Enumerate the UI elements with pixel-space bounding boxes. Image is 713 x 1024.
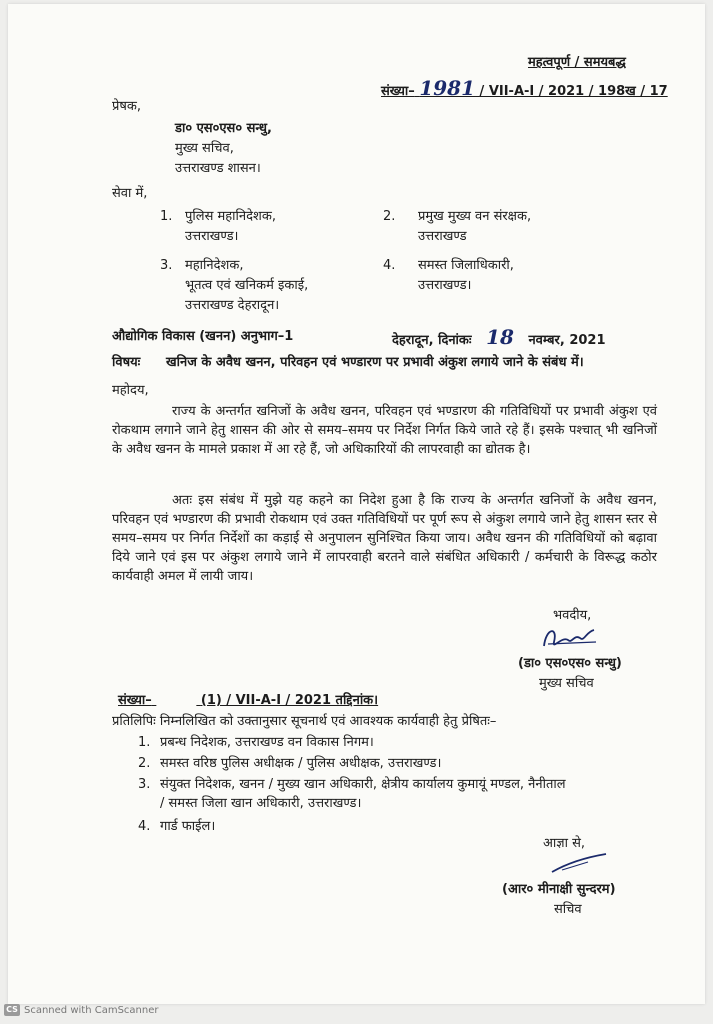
place-date [392, 325, 606, 349]
copy-item-4-number: 4. [138, 819, 151, 834]
reference-handwritten-number: 1981 [419, 76, 476, 100]
recipient-4-line-1: समस्त जिलाधिकारी, [418, 258, 514, 273]
recipient-4-number: 4. [383, 258, 396, 273]
recipients-label: सेवा में, [112, 186, 148, 201]
copy-item-1-text: प्रबन्ध निदेशक, उत्तराखण्ड वन विकास निगम। [160, 735, 374, 750]
recipient-2-line-2: उत्तराखण्ड [418, 229, 467, 244]
reference-label: संख्या– [381, 84, 415, 99]
recipient-3-number: 3. [160, 258, 173, 273]
closing-bhavdiya: भवदीय, [553, 608, 592, 623]
sender-designation: मुख्य सचिव, [175, 141, 234, 156]
reference-number [381, 76, 668, 100]
body-paragraph-2 [112, 491, 657, 586]
copy-item-3-line-2: / समस्त जिला खान अधिकारी, उत्तराखण्ड। [160, 796, 362, 811]
body-paragraph-1-text: राज्य के अन्तर्गत खनिजों के अवैध खनन, परिवहन एवं भण्डारण की गतिविधियों पर प्रभावी अंकुश एवं रोकथाम लगाने जाने हेतु शासन की ओर से समय–समय पर निर्देश निर्गत किये जाते रहे हैं। इसके पश्चात् भी खनिजों के अवैध खनन के मामले प्रकाश में आ रहे हैं, जो अधिकारियों की लापरवाही का द्योतक है। [112, 404, 657, 457]
copy-item-3-number: 3. [138, 777, 151, 792]
copy-item-2-text: समस्त वरिष्ठ पुलिस अधीक्षक / पुलिस अधीक्षक, उत्तराखण्ड। [160, 756, 442, 771]
copy-item-3-line-1: संयुक्त निदेशक, खनन / मुख्य खान अधिकारी, क्षेत्रीय कार्यालय कुमायूं मण्डल, नैनीताल [160, 777, 566, 792]
copy-reference-label: संख्या– [118, 693, 152, 708]
secretary-signature [548, 850, 612, 876]
sender-office: उत्तराखण्ड शासन। [175, 161, 261, 176]
body-paragraph-1 [112, 402, 657, 459]
copy-item-4-text: गार्ड फाईल। [160, 819, 216, 834]
recipient-1-line-2: उत्तराखण्ड। [185, 229, 239, 244]
scanner-watermark-text: Scanned with CamScanner [24, 1005, 159, 1016]
recipient-3-line-1: महानिदेशक, [185, 258, 244, 273]
sender-name: डा० एस०एस० सन्धु, [175, 121, 272, 136]
copy-item-2-number: 2. [138, 756, 151, 771]
recipient-3-line-3: उत्तराखण्ड देहरादून। [185, 298, 280, 313]
document-page [8, 4, 705, 1004]
copy-reference-suffix: (1) / VII-A-I / 2021 तद्दिनांक। [200, 693, 379, 708]
subject-text: खनिज के अवैध खनन, परिवहन एवं भण्डारण पर प्रभावी अंकुश लगाये जाने के संबंध में। [166, 355, 584, 370]
reference-suffix: / VII-A-I / 2021 / 198ख / 17 [479, 84, 668, 99]
signatory-name: (डा० एस०एस० सन्धु) [518, 656, 622, 671]
secretary-designation: सचिव [554, 902, 582, 917]
priority-label: महत्वपूर्ण / समयबद्ध [528, 55, 626, 70]
sender-label: प्रेषक, [112, 99, 142, 114]
copy-item-1-number: 1. [138, 735, 151, 750]
recipient-3-line-2: भूतत्व एवं खनिकर्म इकाई, [185, 278, 309, 293]
recipient-1-line-1: पुलिस महानिदेशक, [185, 209, 276, 224]
salutation: महोदय, [112, 383, 149, 398]
copy-reference [118, 693, 378, 709]
department-section: औद्योगिक विकास (खनन) अनुभाग–1 [112, 329, 294, 344]
place-date-label: देहरादून, दिनांकः [392, 333, 472, 348]
chief-secretary-signature [538, 622, 608, 656]
body-paragraph-2-text: अतः इस संबंध में मुझे यह कहने का निदेश हुआ है कि राज्य के अन्तर्गत खनिजों के अवैध खनन, परिवहन एवं भण्डारण की प्रभावी रोकथाम एवं उक्त गतिविधियों पर पूर्ण रूप से अंकुश लगाये जाने हेतु शासन स्तर से समय–समय पर निर्गत निर्देशों का कड़ाई से अनुपालन सुनिश्चित किया जाय। अवैध खनन की गतिविधियों को बढ़ावा दिये जाने एवं इस पर अंकुश लगाये जाने में लापरवाही बरतने वाले संबंधित अधिकारी / कर्मचारी के विरूद्ध कठोर कार्यवाही अमल में लायी जाय। [112, 493, 657, 584]
camscanner-logo-icon: CS [4, 1004, 20, 1016]
copy-closing-agya-se: आज्ञा से, [543, 836, 586, 851]
secretary-name: (आर० मीनाक्षी सुन्दरम) [502, 882, 616, 897]
recipient-1-number: 1. [160, 209, 173, 224]
recipient-2-line-1: प्रमुख मुख्य वन संरक्षक, [418, 209, 532, 224]
subject-label: विषयः [112, 355, 141, 370]
month-year: नवम्बर, 2021 [528, 333, 606, 348]
recipient-4-line-2: उत्तराखण्ड। [418, 278, 472, 293]
copy-intro: प्रतिलिपिः निम्नलिखित को उक्तानुसार सूचनार्थ एवं आवश्यक कार्यवाही हेतु प्रेषितः– [112, 714, 497, 729]
signatory-designation: मुख्य सचिव [539, 676, 594, 691]
scanner-watermark [4, 1004, 159, 1016]
date-handwritten: 18 [486, 325, 514, 349]
recipient-2-number: 2. [383, 209, 396, 224]
